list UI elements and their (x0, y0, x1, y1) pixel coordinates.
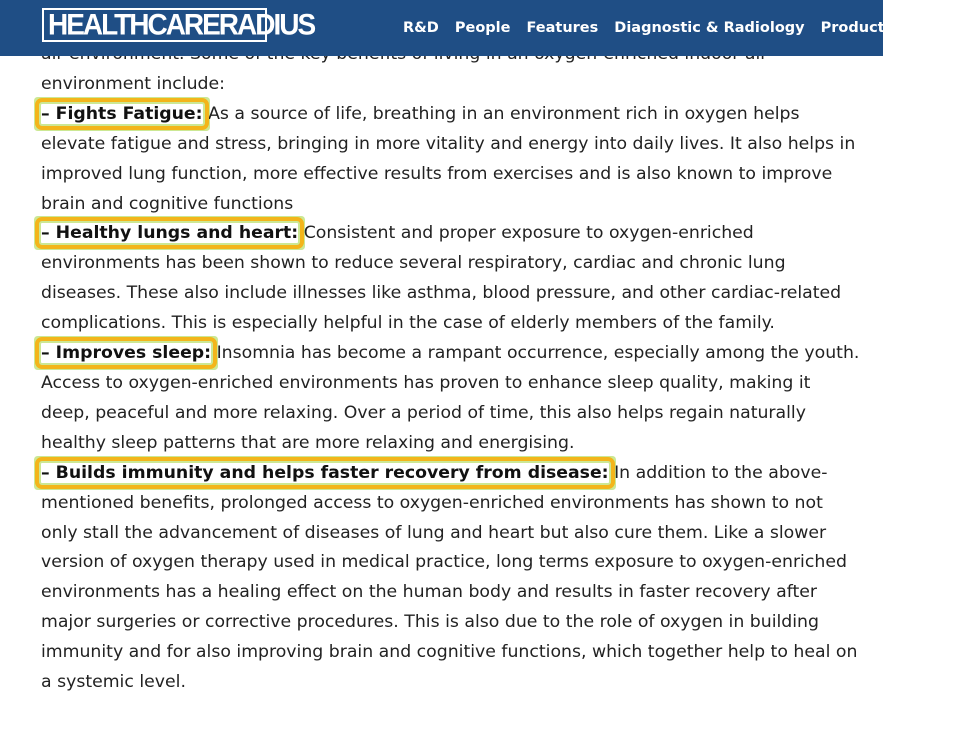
benefit-text-improves-sleep: Insomnia has become a rampant occurrence, especially among the youth. Access to oxygen-enriched environments has proven to enhance sleep quality, making it deep, peaceful and more relaxing. Over a period of time, this also helps regain naturally healthy sleep patterns that are more relaxing and energising. (41, 343, 860, 453)
intro-text-bottom: environment include: (41, 73, 225, 94)
benefit-healthy-lungs-heart (41, 219, 861, 339)
benefit-title-builds-immunity: – Builds immunity and helps faster recovery from disease: (41, 462, 609, 483)
benefit-fights-fatigue (41, 100, 861, 220)
nav-item-rnd[interactable]: R&D (403, 20, 439, 36)
benefit-text-fights-fatigue: As a source of life, breathing in an environment rich in oxygen helps elevate fatigue and stress, bringing in more vitality and energy into daily lives. It also helps in improved lung function, more effective results from exercises and is also known to improve brain and cognitive functions (41, 103, 856, 214)
benefit-improves-sleep (41, 339, 861, 459)
nav-item-people[interactable]: People (454, 20, 511, 36)
nav-item-products[interactable]: Products & Su (820, 20, 937, 36)
main-nav (403, 0, 953, 56)
benefit-text-healthy-lungs-heart: Consistent and proper exposure to oxygen-enriched environments has been shown to reduce several respiratory, cardiac and chronic lung diseases. These also include illnesses like asthma, blood pressure, and other cardiac-related complications. This is especially helpful in the case of elderly members of the family. (41, 223, 842, 334)
article-body (41, 40, 861, 698)
benefit-text-builds-immunity: In addition to the above-mentioned benefits, prolonged access to oxygen-enriched environments has shown to not only stall the advancement of diseases of lung and heart but also cure them. Like a slower version of oxygen therapy used in medical practice, long terms exposure to oxygen-enriched environments has a healing effect on the human body and results in faster recovery after major surgeries or corrective procedures. This is also due to the role of oxygen in building immunity and for also improving brain and cognitive functions, which together help to heal on a systemic level. (41, 462, 858, 693)
benefit-title-healthy-lungs-heart: – Healthy lungs and heart: (41, 223, 299, 244)
site-logo[interactable] (42, 8, 315, 42)
nav-item-features[interactable]: Features (526, 20, 599, 36)
nav-item-diagnostic-radiology[interactable]: Diagnostic & Radiology (614, 20, 805, 36)
benefit-builds-immunity (41, 459, 861, 698)
logo-text: HEALTHCARERADIUS (48, 8, 315, 41)
benefit-title-improves-sleep: – Improves sleep: (41, 343, 212, 364)
site-header (0, 0, 937, 56)
benefit-title-fights-fatigue: – Fights Fatigue: (41, 103, 203, 124)
